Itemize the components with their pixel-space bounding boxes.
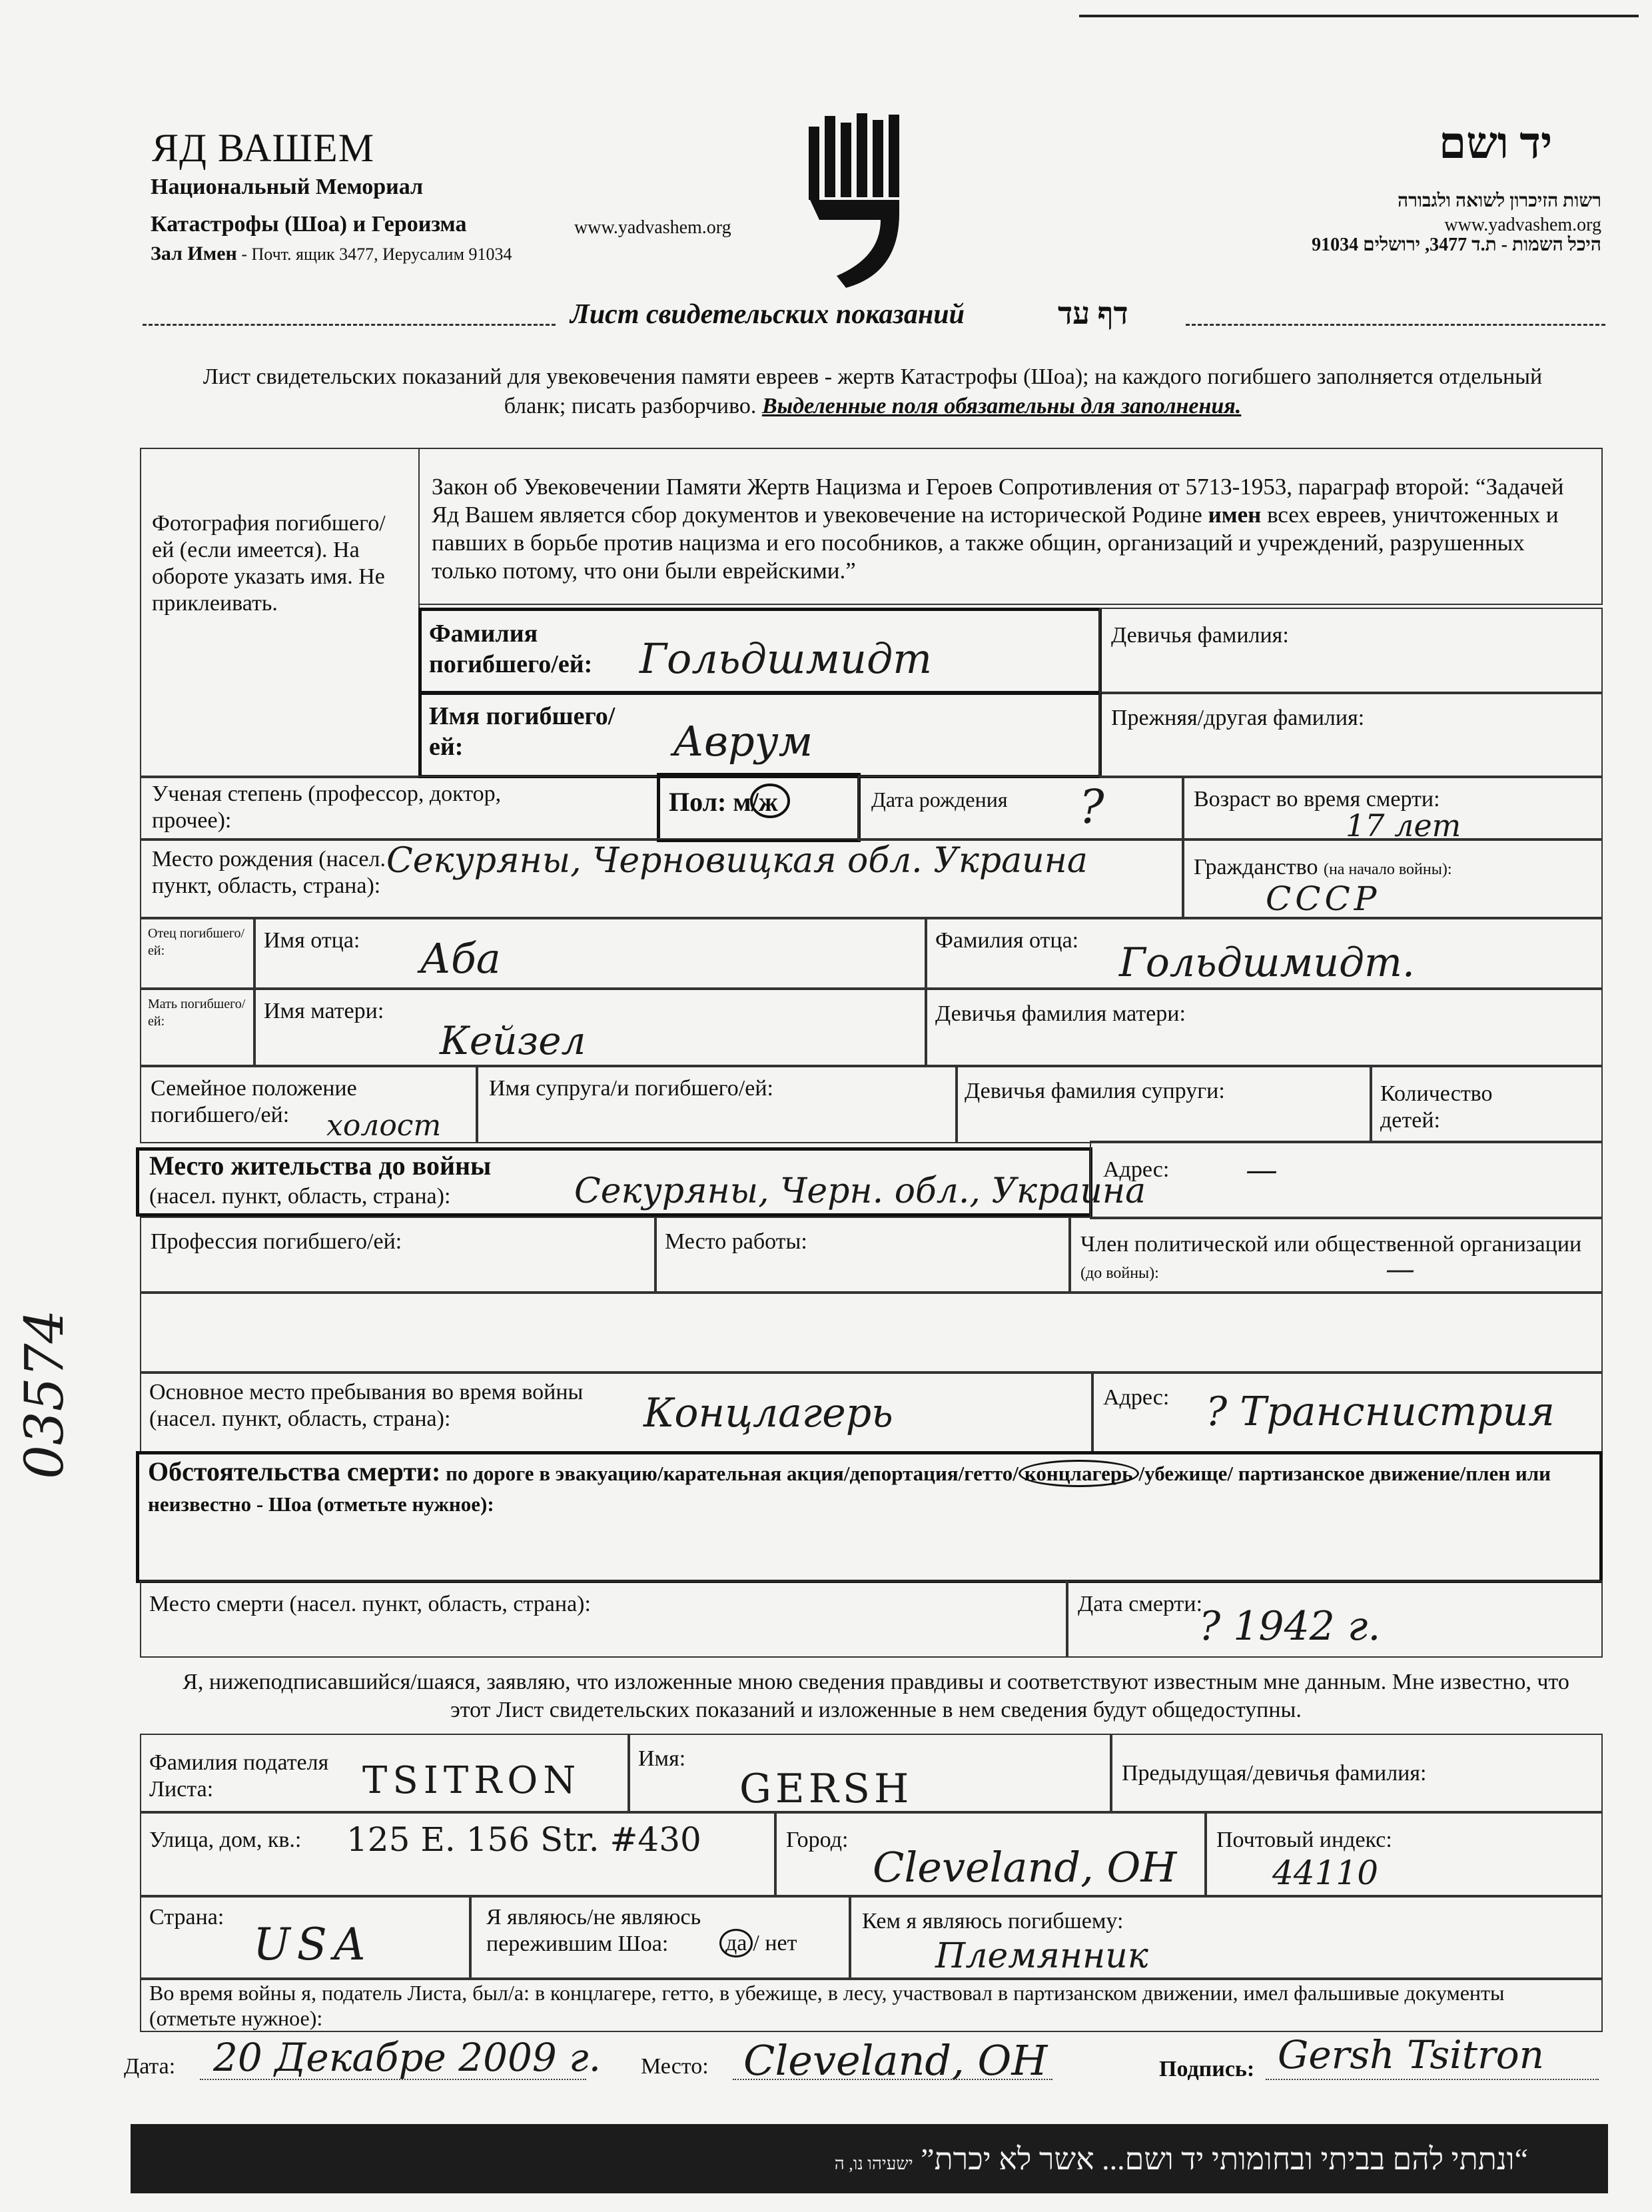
death-circ-circled: концлагерь <box>1019 1460 1139 1487</box>
scan-top-edge <box>1079 15 1639 17</box>
death-circ-text <box>148 1456 1587 1520</box>
death-date-value: ? 1942 г. <box>1199 1603 1381 1650</box>
death-circ-label: Обстоятельства смерти: <box>148 1456 441 1486</box>
street-value: 125 E. 156 Str. #430 <box>346 1820 701 1859</box>
submitter-name-value: GERSH <box>739 1766 913 1812</box>
footer-quote-text: “ונתתי להם בביתי ובחומותי יד ושם... אשר לא יכרת” <box>921 2142 1528 2176</box>
zip-label: Почтовый индекс: <box>1216 1828 1392 1852</box>
submitter-surname-label: Фамилия подателя Листа: <box>149 1750 329 1802</box>
mother-side-label: Мать погибшего/ей: <box>148 997 246 1029</box>
citizenship-value: СССР <box>1266 879 1381 918</box>
he-website: www.yadvashem.org <box>1444 215 1601 235</box>
law-text-block <box>432 473 1591 585</box>
relation-value: Племянник <box>935 1936 1148 1976</box>
member-note: (до войны): <box>1080 1265 1159 1282</box>
marital-label: Семейное положение погибшего/ей: <box>151 1076 357 1127</box>
title-rule-right <box>1186 324 1605 326</box>
org-website: www.yadvashem.org <box>574 217 731 238</box>
wartime-address-value: ? Транснистрия <box>1206 1388 1555 1435</box>
relation-label: Кем я являюсь погибшему: <box>862 1909 1124 1934</box>
father-surname-value: Гольдшмидт. <box>1119 939 1415 986</box>
birth-date-label: Дата рождения <box>871 788 1008 812</box>
mother-name-label: Имя матери: <box>264 999 384 1023</box>
zip-cell[interactable] <box>1204 1811 1603 1898</box>
sign-place-label: Место: <box>641 2054 709 2079</box>
required-note: Выделенные поля обязательны для заполнения. <box>761 394 1242 418</box>
country-value: USA <box>253 1919 372 1970</box>
wartime-address-label: Адрес: <box>1103 1385 1170 1410</box>
title-rule-left <box>143 324 556 326</box>
spouse-label: Имя супруга/и погибшего/ей: <box>489 1076 773 1101</box>
father-side-label: Отец погибшего/ей: <box>148 926 245 958</box>
first-name-value: Аврум <box>673 717 813 766</box>
age-value: 17 лет <box>1346 808 1461 843</box>
wartime-place-value: Концлагерь <box>643 1390 893 1436</box>
prev-surname-label: Прежняя/другая фамилия: <box>1111 706 1365 730</box>
intro-text-block <box>180 362 1565 421</box>
he-line1: רשות הזיכרון לשואה ולגבורה <box>1397 191 1601 211</box>
gender-label: Пол: м/ж <box>669 787 778 817</box>
sign-date-line <box>200 2079 586 2080</box>
wartime-place-label: Основное место пребывания во время войны (насел. пункт, область, страна): <box>149 1380 584 1431</box>
residence-address-label: Адрес: <box>1103 1157 1170 1182</box>
submitter-surname-value: TSITRON <box>362 1759 582 1802</box>
workplace-label: Место работы: <box>665 1229 807 1254</box>
father-surname-label: Фамилия отца: <box>935 928 1079 953</box>
degree-label: Ученая степень (профессор, доктор, прочее): <box>152 782 502 833</box>
signature-label: Подпись: <box>1159 2057 1255 2081</box>
signature-line <box>1266 2079 1599 2080</box>
mother-maiden-label: Девичья фамилия матери: <box>935 1001 1186 1026</box>
children-label: Количество детей: <box>1380 1081 1493 1133</box>
org-line1: Национальный Мемориал <box>151 175 424 199</box>
submitter-prev-label: Предыдущая/девичья фамилия: <box>1122 1761 1427 1786</box>
citizenship-label: Гражданство <box>1194 855 1318 879</box>
photo-label: Фотография погибшего/ей (если имеется). На обороте указать имя. Не приклеивать. <box>152 511 386 616</box>
profession-label: Профессия погибшего/ей: <box>151 1229 402 1254</box>
death-place-label: Место смерти (насел. пункт, область, страна): <box>149 1592 591 1616</box>
zip-value: 44110 <box>1272 1854 1379 1892</box>
survivor-options: да / нет <box>719 1931 797 1956</box>
member-note-line <box>1080 1258 1159 1285</box>
form-title-ru: Лист свидетельских показаний <box>570 299 965 330</box>
street-label: Улица, дом, кв.: <box>149 1828 302 1852</box>
survivor-no[interactable]: нет <box>765 1931 797 1955</box>
hall-line <box>151 243 512 265</box>
spouse-maiden-label: Девичья фамилия супруги: <box>965 1079 1225 1103</box>
sign-date-label: Дата: <box>124 2054 176 2079</box>
residence-value: Секуряны, Черн. обл., Украина <box>574 1171 1146 1211</box>
sign-date-value: 20 Декабре 2009 г. <box>213 2035 602 2080</box>
maiden-label: Девичья фамилия: <box>1111 623 1289 648</box>
residence-sub: (насел. пункт, область, страна): <box>149 1184 451 1209</box>
surname-label: Фамилия погибшего/ей: <box>429 620 593 678</box>
birth-place-label: Место рождения (насел. пункт, область, страна): <box>152 847 386 898</box>
city-label: Город: <box>786 1828 849 1852</box>
org-name-ru: ЯД ВАШЕМ <box>152 126 375 170</box>
gender-circle-mark-icon <box>749 781 791 821</box>
law-text-a: Закон об Увековечении Памяти Жертв Нацизма и Героев Сопротивления от 5713-1953, параграф второй: “Задачей Яд Вашем является сбор документов и увековечение на исторической Родине <box>432 474 1564 528</box>
law-text-b: всех евреев, уничтоженных и павших в борьбе против нацизма и его пособников, а также общин, организаций и учреждений, разрушенных только потому, что они были еврейскими.” <box>432 502 1559 584</box>
declaration-text: Я, нижеподписавшийся/шаяся, заявляю, что изложенные мною сведения правдивы и соответствуют известным мне данным. Мне известно, что этот Лист свидетельских показаний и изложенные в нем сведения будут общедоступны. <box>183 1670 1569 1722</box>
birth-place-value: Секуряны, Черновицкая обл. Украина <box>386 841 1088 881</box>
father-name-value: Аба <box>420 934 501 983</box>
intro-text: Лист свидетельских показаний для увековечения памяти евреев - жертв Катастрофы (Шоа); на каждого погибшего заполняется отдельный бланк; писать разборчиво. <box>203 364 1543 418</box>
law-text-bold: имен <box>1208 502 1262 528</box>
surname-value: Гольдшмидт <box>639 634 933 683</box>
footer-quote <box>835 2141 1528 2177</box>
age-label: Возраст во время смерти: <box>1194 787 1440 812</box>
sign-place-value: Cleveland, OH <box>743 2036 1048 2085</box>
submitter-name-label: Имя: <box>638 1746 686 1771</box>
org-name-he: יד ושם <box>1439 119 1553 168</box>
residence-title: Место жительства до войны <box>149 1151 492 1181</box>
signature-value: Gersh Tsitron <box>1278 2032 1545 2077</box>
footer-source: ישעיהו נו, ה <box>834 2154 913 2173</box>
maiden-cell[interactable] <box>1099 608 1603 694</box>
citizenship-note: (на начало войны): <box>1323 861 1452 878</box>
member-label: Член политической или общественной организации <box>1080 1232 1582 1257</box>
sign-place-line <box>733 2079 1052 2080</box>
he-line3: היכל השמות - ת.ד 3477, ירושלים 91034 <box>1312 235 1601 255</box>
member-value: — <box>1386 1253 1415 1287</box>
blank-row <box>140 1291 1603 1374</box>
father-name-label: Имя отца: <box>264 928 360 953</box>
residence-address-value: — <box>1246 1151 1278 1189</box>
margin-note: 03574 <box>13 1309 75 1479</box>
survivor-yes[interactable]: да <box>719 1929 753 1957</box>
first-name-label: Имя погибшего/ей: <box>429 702 616 761</box>
form-title-he: דף עד <box>1058 296 1128 330</box>
yad-vashem-logo-icon <box>806 113 906 293</box>
war-status-label: Во время войны я, податель Листа, был/а: в концлагере, гетто, в убежище, в лесу, участвовал в партизанском движении, имел фальшивые документы (отметьте нужное): <box>149 1981 1505 2030</box>
hall-label: Зал Имен <box>151 243 237 265</box>
footer-band <box>131 2124 1608 2193</box>
city-value: Cleveland, OH <box>873 1843 1177 1892</box>
citizenship-label-line <box>1194 854 1452 881</box>
mother-name-value: Кейзел <box>440 1018 586 1063</box>
death-date-label: Дата смерти: <box>1078 1592 1203 1616</box>
hall-address: - Почт. ящик 3477, Иерусалим 91034 <box>236 245 512 264</box>
birth-date-value: ? <box>1079 780 1104 834</box>
death-circ-options-a: по дороге в эвакуацию/карательная акция/депортация/гетто/ <box>446 1462 1019 1485</box>
marital-value: холост <box>326 1109 442 1143</box>
country-label: Страна: <box>149 1905 224 1930</box>
mother-maiden-cell[interactable] <box>925 987 1603 1067</box>
org-line2: Катастрофы (Шоа) и Героизма <box>151 212 467 237</box>
death-circ-options-b: /убежище/ партизанское движение/плен или неизвестно - Шоа (отметьте нужное): <box>148 1462 1551 1516</box>
survivor-label: Я являюсь/не являюсь пережившим Шоа: <box>486 1905 701 1956</box>
